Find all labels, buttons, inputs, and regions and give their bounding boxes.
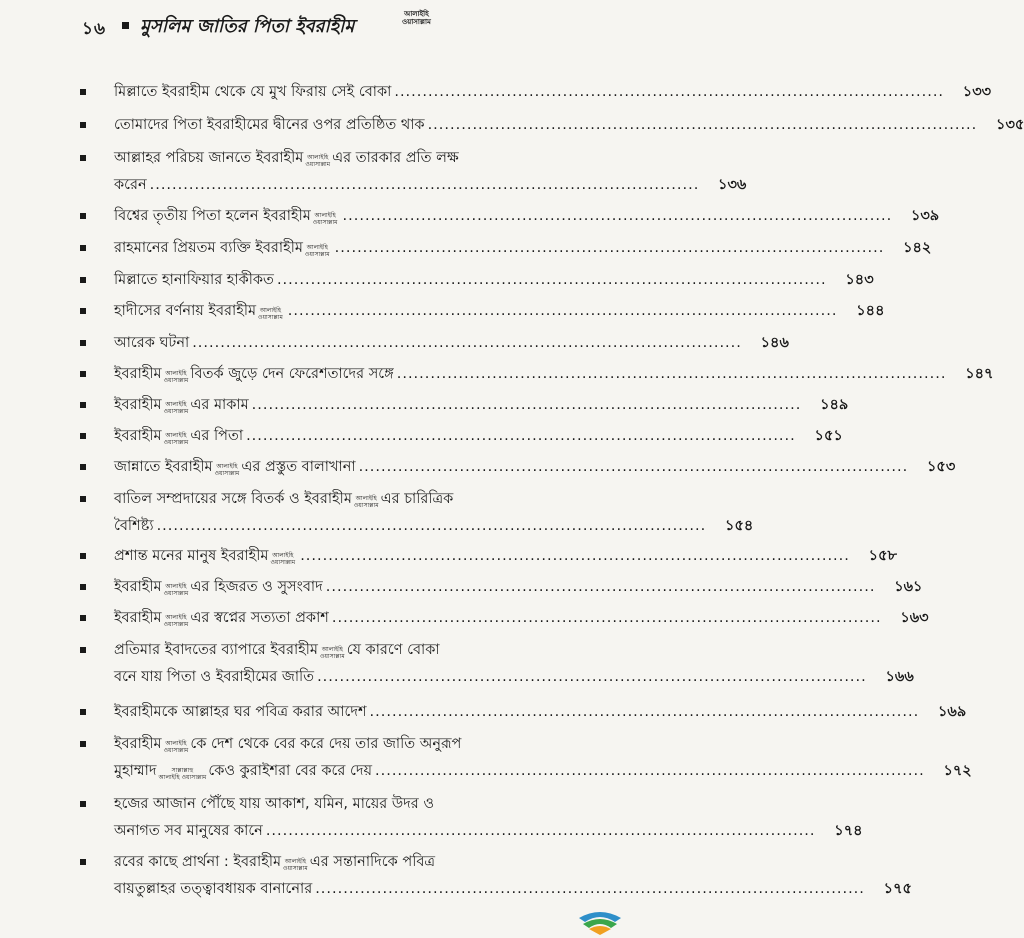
leader-dots: .................................................................................................. [317,669,867,685]
prophet-honorific-line1: সাল্লাল্লাহু [171,767,194,774]
honorific-line1: আলাইহি [165,370,187,377]
entry-page: ১৭৫ [883,881,912,897]
honorific-label [305,154,330,168]
entry-page: ১৩৯ [910,208,940,224]
entry-title-line2: বৈশিষ্ট্য [114,518,154,534]
entry-title-cont: কে দেশ থেকে বের করে দেয় তার জাতি অনুরূপ [190,736,462,752]
honorific-line2: ওয়াসাল্লাম [312,219,338,226]
header-honorific-line1: আলাইহি [404,10,429,18]
entry-page: ১৪৬ [760,335,789,351]
honorific-label [354,495,379,509]
leader-dots: .................................................................................................. [300,548,850,564]
bullet-icon [80,277,86,283]
bullet-icon [80,371,86,377]
entry-page: ১৪৪ [856,303,885,319]
leader-dots: .................................................................................................. [369,704,920,720]
leader-dots: .................................................................................................. [246,428,796,444]
prophet-honorific-line2: আলাইহি ওয়াসাল্লাম [158,774,207,781]
leader-dots: .................................................................................................. [331,610,882,626]
leader-dots: .................................................................................................. [251,397,802,413]
leader-dots: .................................................................................................. [315,881,865,897]
honorific-line1: আলাইহি [165,614,187,621]
entry-page: ১৫১ [814,428,843,444]
entry-title-cont: বিতর্ক জুড়ে দেন ফেরেশতাদের সঙ্গে [190,366,394,382]
entry-page: ১৩৩ [962,84,992,100]
honorific-label [215,463,240,477]
honorific-line2: ওয়াসাল্লাম [163,377,189,384]
bullet-icon [80,496,86,502]
entry-page: ১৩৫ [996,117,1024,133]
leader-dots: .................................................................................................. [334,240,885,256]
entry-title: ইবরাহীম [114,736,162,752]
entry-title: বিশ্বের তৃতীয় পিতা হলেন ইবরাহীম [114,208,311,224]
honorific-label [164,370,189,384]
honorific-line1: আলাইহি [165,401,187,408]
bullet-icon [80,433,86,439]
honorific-label [313,212,338,226]
bullet-icon [80,859,86,865]
entry-title: ইবরাহীম [114,579,162,595]
honorific-label [270,552,295,566]
honorific-line2: ওয়াসাল্লাম [163,590,189,597]
entry-title-cont: এর তারকার প্রতি লক্ষ [332,150,459,166]
leader-dots: .................................................................................................. [358,459,909,475]
entry-title: আল্লাহর পরিচয় জানতে ইবরাহীম [114,150,304,166]
entry-title: রবের কাছে প্রার্থনা : ইবরাহীম [114,854,282,870]
entry-page: ১৩৬ [718,177,747,193]
entry-title: ইবরাহীমকে আল্লাহর ঘর পবিত্র করার আদেশ [114,704,367,720]
honorific-line1: আলাইহি [306,244,328,251]
entry-title: ইবরাহীম [114,610,162,626]
honorific-label [164,401,189,415]
bullet-icon [80,553,86,559]
header-honorific [402,10,431,26]
entry-page: ১৬৬ [885,669,914,685]
entry-title: ইবরাহীম [114,366,162,382]
entry-title: হাদীসের বর্ণনায় ইবরাহীম [114,303,257,319]
bullet-icon [80,741,86,747]
honorific-line1: আলাইহি [307,154,329,161]
honorific-line1: আলাইহি [355,495,377,502]
leader-dots: .................................................................................................. [396,366,947,382]
entry-title-cont: এর স্বপ্নের সত্যতা প্রকাশ [190,610,329,626]
honorific-line2: ওয়াসাল্লাম [163,747,189,754]
entry-title-cont: এর হিজরত ও সুসংবাদ [190,579,323,595]
honorific-label [283,858,308,872]
leader-dots: .................................................................................................. [192,335,742,351]
entry-title: মিল্লাতে হানাফিয়ার হাকীকত [114,272,274,288]
honorific-line1: আলাইহি [284,858,306,865]
entry-page: ১৫৮ [868,548,897,564]
honorific-line2: ওয়াসাল্লাম [319,653,345,660]
honorific-label [320,646,345,660]
bullet-icon [80,308,86,314]
honorific-label [164,740,189,754]
entry-page: ১৫৩ [927,459,956,475]
honorific-line2: ওয়াসাল্লাম [214,470,240,477]
leader-dots: .................................................................................................. [427,117,978,133]
entry-title-cont: এর প্রস্তুত বালাখানা [241,459,356,475]
entry-title: আরেক ঘটনা [114,335,190,351]
publisher-logo-icon [575,896,625,936]
bullet-icon [80,464,86,470]
honorific-line2: ওয়াসাল্লাম [305,161,331,168]
honorific-line2: ওয়াসাল্লাম [353,502,379,509]
running-title: মুসলিম জাতির পিতা ইবরাহীম [140,16,355,37]
bullet-icon [80,584,86,590]
honorific-label [164,432,189,446]
honorific-line2: ওয়াসাল্লাম [304,251,330,258]
honorific-line1: আলাইহি [321,646,343,653]
entry-page: ১৪৭ [965,366,994,382]
honorific-line1: আলাইহি [314,212,336,219]
honorific-line2: ওয়াসাল্লাম [163,439,189,446]
prophet-honorific-label [158,767,206,781]
leader-dots: .................................................................................................. [287,303,838,319]
entry-title: প্রতিমার ইবাদতের ব্যাপারে ইবরাহীম [114,642,318,658]
leader-dots: .................................................................................................. [149,177,700,193]
leader-dots: .................................................................................................. [276,272,827,288]
bullet-icon [80,155,86,161]
entry-title: জান্নাতে ইবরাহীম [114,459,213,475]
honorific-line2: ওয়াসাল্লাম [283,865,308,872]
entry-title: তোমাদের পিতা ইবরাহীমের দ্বীনের ওপর প্রতিষ্ঠিত থাক [114,117,425,133]
entry-title-line2: অনাগত সব মানুষের কানে [114,823,263,839]
leader-dots: .................................................................................................. [156,518,707,534]
entry-page: ১৬৩ [900,610,929,626]
honorific-line1: আলাইহি [165,583,187,590]
entry-title-line2: করেন [114,177,147,193]
bullet-icon [80,647,86,653]
bullet-icon [80,340,86,346]
entry-title-line2-cont: কেও কুরাইশরা বের করে দেয় [208,763,372,779]
entry-title: প্রশান্ত মনের মানুষ ইবরাহীম [114,548,269,564]
entry-title: বাতিল সম্প্রদায়ের সঙ্গে বিতর্ক ও ইবরাহীম [114,491,352,507]
honorific-line2: ওয়াসাল্লাম [163,621,189,628]
bullet-icon [80,801,86,807]
bullet-icon [80,615,86,621]
entry-page: ১৪২ [903,240,932,256]
honorific-line2: ওয়াসাল্লাম [270,559,296,566]
entry-page: ১৫৪ [725,518,754,534]
header-square-icon [122,22,129,29]
honorific-line1: আলাইহি [272,552,294,559]
entry-title-cont: এর সন্তানাদিকে পবিত্র [309,854,436,870]
entry-title-cont: এর চারিত্রিক [380,491,454,507]
page-number: ১৬ [82,19,107,39]
entry-page: ১৪৯ [820,397,849,413]
entry-title: ইবরাহীম [114,397,162,413]
leader-dots: .................................................................................................. [394,84,945,100]
honorific-line1: আলাইহি [165,740,187,747]
entry-title-cont: যে কারণে বোকা [346,642,440,658]
header-honorific-line2: ওয়াসাল্লাম [402,18,431,26]
honorific-label [164,583,189,597]
bullet-icon [80,709,86,715]
leader-dots: .................................................................................................. [375,763,925,779]
bullet-icon [80,213,86,219]
entry-title: ইবরাহীম [114,428,162,444]
entry-page: ১৬৯ [938,704,967,720]
honorific-label [258,307,283,321]
honorific-line1: আলাইহি [216,463,238,470]
leader-dots: .................................................................................................. [265,823,816,839]
entry-title-cont: এর মাকাম [190,397,249,413]
entry-title-line2: বায়তুল্লাহর তত্ত্বাবধায়ক বানানোর [114,881,313,897]
leader-dots: .................................................................................................. [325,579,876,595]
page-header [82,8,602,48]
leader-dots: .................................................................................................. [342,208,893,224]
honorific-line2: ওয়াসাল্লাম [258,314,283,321]
honorific-line2: ওয়াসাল্লাম [163,408,189,415]
bullet-icon [80,245,86,251]
honorific-line1: আলাইহি [259,307,282,314]
honorific-line1: আলাইহি [165,432,187,439]
entry-title: রাহমানের প্রিয়তম ব্যক্তি ইবরাহীম [114,240,303,256]
entry-title: হজের আজান পৌঁছে যায় আকাশ, যমিন, মায়ের উদর ও [114,796,435,812]
honorific-label [164,614,189,628]
bullet-icon [80,402,86,408]
entry-page: ১৭২ [943,763,972,779]
entry-page: ১৬১ [894,579,923,595]
entry-title-line2: মুহাম্মাদ [114,763,157,779]
entry-page: ১৭৪ [834,823,863,839]
bullet-icon [80,122,86,128]
honorific-label [305,244,330,258]
entry-title: মিল্লাতে ইবরাহীম থেকে যে মুখ ফিরায় সেই বোকা [114,84,392,100]
entry-page: ১৪৩ [845,272,874,288]
entry-title-line2: বনে যায় পিতা ও ইবরাহীমের জাতি [114,669,315,685]
entry-title-cont: এর পিতা [190,428,244,444]
bullet-icon [80,89,86,95]
